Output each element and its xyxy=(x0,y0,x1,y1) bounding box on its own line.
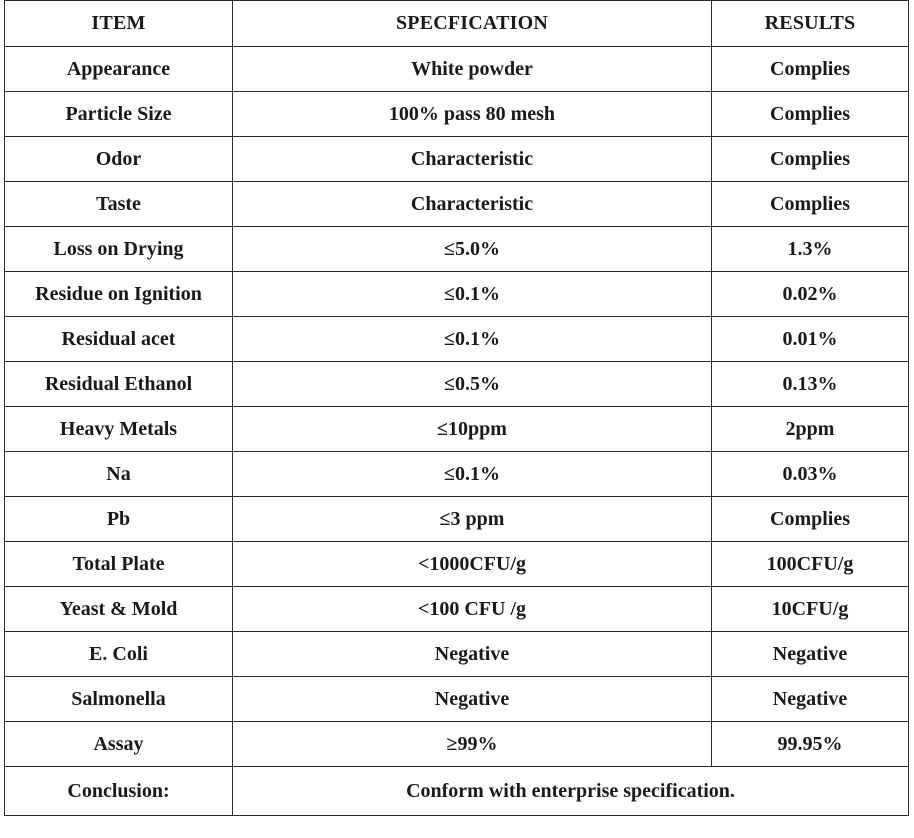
row-item: Yeast & Mold xyxy=(5,587,233,632)
row-result: 0.13% xyxy=(712,362,909,407)
row-specification: ≤0.1% xyxy=(233,317,712,362)
table-row xyxy=(5,137,909,182)
row-specification: Characteristic xyxy=(233,137,712,182)
table-row xyxy=(5,407,909,452)
table-row xyxy=(5,92,909,137)
row-item: Total Plate xyxy=(5,542,233,587)
table-row xyxy=(5,632,909,677)
row-result: Complies xyxy=(712,182,909,227)
table-row xyxy=(5,542,909,587)
conclusion-label: Conclusion: xyxy=(5,767,233,816)
row-specification: ≤0.1% xyxy=(233,272,712,317)
row-item: Residual Ethanol xyxy=(5,362,233,407)
row-item: Odor xyxy=(5,137,233,182)
row-item: Appearance xyxy=(5,47,233,92)
row-item: Taste xyxy=(5,182,233,227)
row-item: Salmonella xyxy=(5,677,233,722)
row-specification: ≤3 ppm xyxy=(233,497,712,542)
row-specification: ≤5.0% xyxy=(233,227,712,272)
row-item: Heavy Metals xyxy=(5,407,233,452)
table-row xyxy=(5,362,909,407)
table-header xyxy=(5,1,909,47)
row-item: Pb xyxy=(5,497,233,542)
table-row xyxy=(5,182,909,227)
row-specification: ≤0.1% xyxy=(233,452,712,497)
table-row xyxy=(5,47,909,92)
header-results: RESULTS xyxy=(712,1,909,47)
table-row xyxy=(5,677,909,722)
table-row xyxy=(5,317,909,362)
row-result: Complies xyxy=(712,497,909,542)
row-result: 1.3% xyxy=(712,227,909,272)
header-specification: SPECFICATION xyxy=(233,1,712,47)
table-body xyxy=(5,47,909,816)
row-result: Negative xyxy=(712,632,909,677)
row-specification: Characteristic xyxy=(233,182,712,227)
row-result: 2ppm xyxy=(712,407,909,452)
row-item: Residue on Ignition xyxy=(5,272,233,317)
header-row xyxy=(5,1,909,47)
row-item: E. Coli xyxy=(5,632,233,677)
row-item: Residual acet xyxy=(5,317,233,362)
row-item: Na xyxy=(5,452,233,497)
row-result: 0.03% xyxy=(712,452,909,497)
row-item: Particle Size xyxy=(5,92,233,137)
row-result: Complies xyxy=(712,137,909,182)
row-item: Loss on Drying xyxy=(5,227,233,272)
table-row xyxy=(5,722,909,767)
row-specification: ≤0.5% xyxy=(233,362,712,407)
row-result: 0.02% xyxy=(712,272,909,317)
row-result: Negative xyxy=(712,677,909,722)
table-row xyxy=(5,452,909,497)
row-specification: White powder xyxy=(233,47,712,92)
row-specification: Negative xyxy=(233,632,712,677)
row-item: Assay xyxy=(5,722,233,767)
header-item: ITEM xyxy=(5,1,233,47)
conclusion-text: Conform with enterprise specification. xyxy=(233,767,909,816)
table-row xyxy=(5,587,909,632)
specification-table xyxy=(4,0,909,816)
table-row xyxy=(5,227,909,272)
row-specification: <100 CFU /g xyxy=(233,587,712,632)
conclusion-row xyxy=(5,767,909,816)
row-result: Complies xyxy=(712,47,909,92)
row-result: 0.01% xyxy=(712,317,909,362)
row-result: 99.95% xyxy=(712,722,909,767)
row-specification: 100% pass 80 mesh xyxy=(233,92,712,137)
row-specification: ≥99% xyxy=(233,722,712,767)
row-specification: <1000CFU/g xyxy=(233,542,712,587)
row-specification: ≤10ppm xyxy=(233,407,712,452)
table-row xyxy=(5,497,909,542)
row-result: Complies xyxy=(712,92,909,137)
table-row xyxy=(5,272,909,317)
row-result: 100CFU/g xyxy=(712,542,909,587)
row-result: 10CFU/g xyxy=(712,587,909,632)
row-specification: Negative xyxy=(233,677,712,722)
